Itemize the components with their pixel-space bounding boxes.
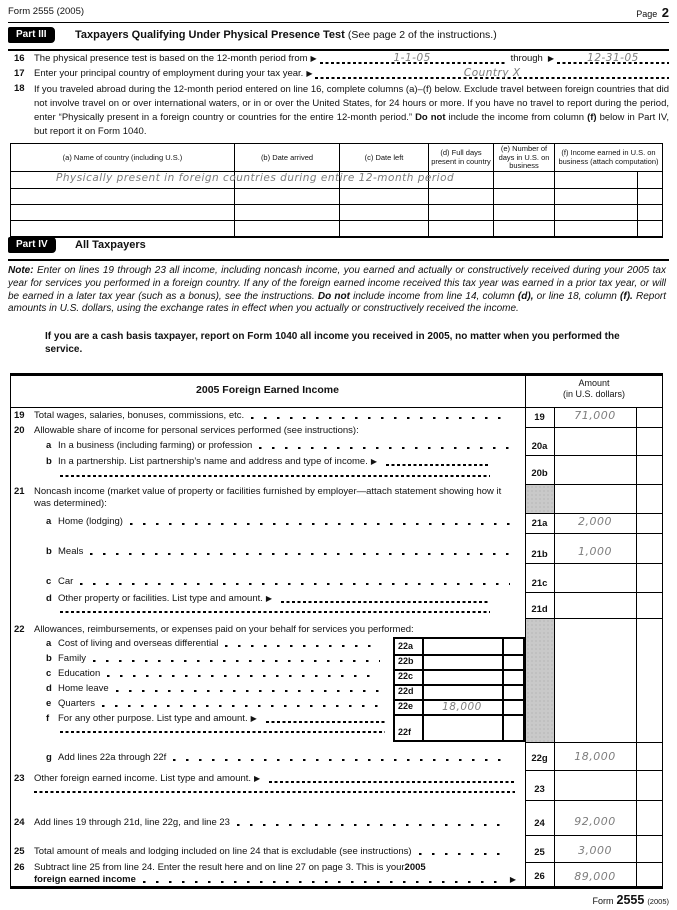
footer-form-year: (2005) <box>647 897 669 906</box>
arrow-icon: ▶ <box>265 594 273 603</box>
line24-amount[interactable]: 92,000 <box>574 815 616 828</box>
line21c-row: c Car <box>46 576 515 588</box>
col-c-header: (c) Date left <box>339 144 428 172</box>
line26-label: 26 <box>534 871 545 882</box>
arrow-icon: ▶ <box>547 54 554 63</box>
line26-row: 26 Subtract line 25 from line 24. Enter the result here and on line 27 on page 3. This is your 2005 <box>14 862 426 873</box>
arrow-icon: ▶ <box>306 69 313 78</box>
line22c-cell-label: 22c <box>398 671 414 681</box>
line21b-label: 21b <box>531 549 548 560</box>
line22g-amount[interactable]: 18,000 <box>574 750 616 763</box>
dot-leader <box>143 874 502 886</box>
header-rule <box>8 22 669 23</box>
income-table <box>10 373 663 889</box>
shaded-cell <box>526 619 554 742</box>
line19-row: 19 Total wages, salaries, bonuses, commissions, etc. <box>14 410 515 422</box>
line26-row2: foreign earned income ▶ <box>34 874 516 885</box>
line18-num: 18 <box>14 83 25 94</box>
line17-row: 17 Enter your principal country of employment during your tax year. ▶ Country X <box>14 68 669 81</box>
entry-line[interactable] <box>281 593 490 605</box>
line21a-label: 21a <box>531 518 548 529</box>
line21b-amount[interactable]: 1,000 <box>578 545 612 558</box>
page-number: 2 <box>661 5 669 20</box>
line21c-label: 21c <box>531 578 548 589</box>
part4-rule <box>8 259 669 261</box>
page-label: Page <box>636 9 658 19</box>
line22d-row: d Home leave <box>46 683 385 695</box>
line23-label: 23 <box>534 784 545 795</box>
line16-through-label: through <box>510 53 543 64</box>
travel-table-header <box>11 144 662 171</box>
dot-leader <box>225 638 380 650</box>
entry-line[interactable] <box>60 731 385 733</box>
line22-row: 22 Allowances, reimbursements, or expenses paid on your behalf for services you performed: <box>14 624 414 635</box>
line24-row: 24 Add lines 19 through 21d, line 22g, and line 23 <box>14 817 515 829</box>
line25-row: 25 Total amount of meals and lodging included on line 24 that is excludable (see instructions) <box>14 846 515 858</box>
entry-line[interactable] <box>266 713 385 725</box>
part4-title: All Taxpayers <box>75 239 146 251</box>
amount-column-header: Amount (in U.S. dollars) <box>562 378 625 399</box>
part4-badge: Part IV <box>8 237 56 253</box>
dot-leader <box>93 653 380 665</box>
line17-country-value[interactable]: Country X <box>463 68 521 79</box>
line26-amount[interactable]: 89,000 <box>574 870 616 883</box>
travel-entry-value[interactable]: Physically present in foreign countries during entire 12-month period <box>56 172 455 184</box>
travel-table-row[interactable] <box>11 220 662 236</box>
note-label: Note: <box>8 265 34 276</box>
line16-through-value[interactable]: 12-31-05 <box>587 53 639 64</box>
income-table-title: 2005 Foreign Earned Income <box>196 384 339 396</box>
line17-text: Enter your principal country of employment during your tax year. <box>34 68 304 79</box>
line21d-label: 21d <box>531 604 548 615</box>
line22b-row: b Family <box>46 653 385 665</box>
arrow-icon: ▶ <box>250 714 257 723</box>
line17-country-field[interactable] <box>315 68 669 81</box>
dot-leader <box>130 516 510 528</box>
line25-amount[interactable]: 3,000 <box>578 844 612 857</box>
cash-basis-paragraph: If you are a cash basis taxpayer, report on Form 1040 all income you received in 2005, no matter when you performed the service. <box>45 331 620 355</box>
line16-row: 16 The physical presence test is based on the 12-month period from ▶ 1-1-05 through ▶ 12-31-05 <box>14 53 669 66</box>
col-f-header: (f) Income earned in U.S. on business (attach computation) <box>554 144 662 172</box>
line18-paragraph: If you traveled abroad during the 12-month period entered on line 16, complete columns (a)–(f) below. Exclude travel between foreign countries that did not involve travel on or over international waters, or in or over the United States, for 24 hours or more. If you have no travel to report during the period, enter “Physically present in a foreign country or countries for the entire 12-month period.” Do not include the income from column (f) below in Part IV, but report it on Form 1040. <box>34 84 669 137</box>
dot-leader <box>102 698 380 710</box>
entry-line[interactable] <box>386 456 490 468</box>
footer <box>593 893 670 907</box>
part3-title: Taxpayers Qualifying Under Physical Presence Test (See page 2 of the instructions.) <box>75 29 497 41</box>
page-indicator <box>636 4 669 22</box>
line22e-row: e Quarters <box>46 698 385 710</box>
dot-leader <box>116 683 380 695</box>
part3-rule <box>8 49 669 51</box>
part3-title-note: (See page 2 of the instructions.) <box>347 29 497 41</box>
line19-label: 19 <box>534 412 545 423</box>
dot-leader <box>259 440 510 452</box>
line16-through-field[interactable] <box>557 53 669 66</box>
line22e-amount[interactable]: 18,000 <box>442 701 482 713</box>
line22g-label: 22g <box>531 753 548 764</box>
dot-leader <box>419 846 510 858</box>
dot-leader <box>90 546 510 558</box>
arrow-icon: ▶ <box>254 774 261 783</box>
line20b-label: 20b <box>531 468 548 479</box>
arrow-icon: ▶ <box>310 54 317 63</box>
line16-from-field[interactable] <box>320 53 505 66</box>
dot-leader <box>107 668 380 680</box>
shaded-cell <box>526 485 554 513</box>
col-d-header: (d) Full days present in country <box>428 144 493 172</box>
line23-row: 23 Other foreign earned income. List type and amount. ▶ <box>14 773 515 785</box>
line19-amount[interactable]: 71,000 <box>574 409 616 422</box>
travel-table-row[interactable] <box>11 188 662 204</box>
line21-row: 21 Noncash income (market value of property or facilities furnished by employer—attach statement showing how it was determined): <box>14 486 502 509</box>
form-title: Form 2555 (2005) <box>8 6 85 17</box>
line20a-row: a In a business (including farming) or profession <box>46 440 515 452</box>
line25-label: 25 <box>534 847 545 858</box>
line21a-row: a Home (lodging) <box>46 516 515 528</box>
line21a-amount[interactable]: 2,000 <box>578 515 612 528</box>
col-a-header: (a) Name of country (including U.S.) <box>62 152 183 162</box>
line20a-label: 20a <box>531 441 548 452</box>
arrow-icon: ▶ <box>509 875 516 884</box>
footer-form-number: 2555 <box>616 893 645 907</box>
line20b-row: b In a partnership. List partnership’s name and address and type of income. ▶ <box>46 456 490 468</box>
entry-line[interactable] <box>60 611 490 613</box>
line22a-row: a Cost of living and overseas differential <box>46 638 385 650</box>
col-b-header: (b) Date arrived <box>234 144 339 172</box>
line22b-cell-label: 22b <box>398 656 414 666</box>
line22a-cell-label: 22a <box>398 641 414 651</box>
line22e-cell-label: 22e <box>398 701 414 711</box>
line20-row: 20 Allowable share of income for personal services performed (see instructions): <box>14 425 359 436</box>
dot-leader <box>237 817 510 829</box>
line22d-cell-label: 22d <box>398 686 414 696</box>
entry-line[interactable] <box>60 475 490 477</box>
part4-note: Note: Enter on lines 19 through 23 all income, including noncash income, you earned and actually or constructively received during your 2005 tax year for services you performed in a foreign country. If any of the foreign earned income received this tax year was earned in a prior tax year, or will be earned in a later tax year (such as a bonus), see the instructions. Do not include income from line 14, column (d), or line 18, column (f). Report amounts in U.S. dollars, using the exchange rates in effect when you actually or constructively received the income. <box>8 265 667 315</box>
part3-badge: Part III <box>8 27 55 43</box>
line22f-cell-label: 22f <box>398 727 412 737</box>
dot-leader <box>251 410 510 422</box>
travel-table <box>10 143 663 238</box>
line24-label: 24 <box>534 818 545 829</box>
line22f-row: f For any other purpose. List type and amount. ▶ <box>46 713 385 725</box>
travel-table-row[interactable] <box>11 204 662 220</box>
line16-text: The physical presence test is based on the 12-month period from <box>34 53 308 64</box>
line21b-row: b Meals <box>46 546 515 558</box>
arrow-icon: ▶ <box>370 457 377 466</box>
entry-line[interactable] <box>34 791 515 793</box>
dot-leader <box>80 576 510 588</box>
footer-form-label: Form <box>592 896 614 906</box>
line21d-row: d Other property or facilities. List type and amount. ▶ <box>46 593 490 605</box>
entry-line[interactable] <box>269 773 515 785</box>
col-e-header: (e) Number of days in U.S. on business <box>493 144 554 172</box>
line22-amounts-table <box>393 637 525 742</box>
dot-leader <box>173 752 510 764</box>
line22c-row: c Education <box>46 668 385 680</box>
line16-from-value[interactable]: 1-1-05 <box>393 53 431 64</box>
line22g-row: g Add lines 22a through 22f <box>46 752 515 764</box>
